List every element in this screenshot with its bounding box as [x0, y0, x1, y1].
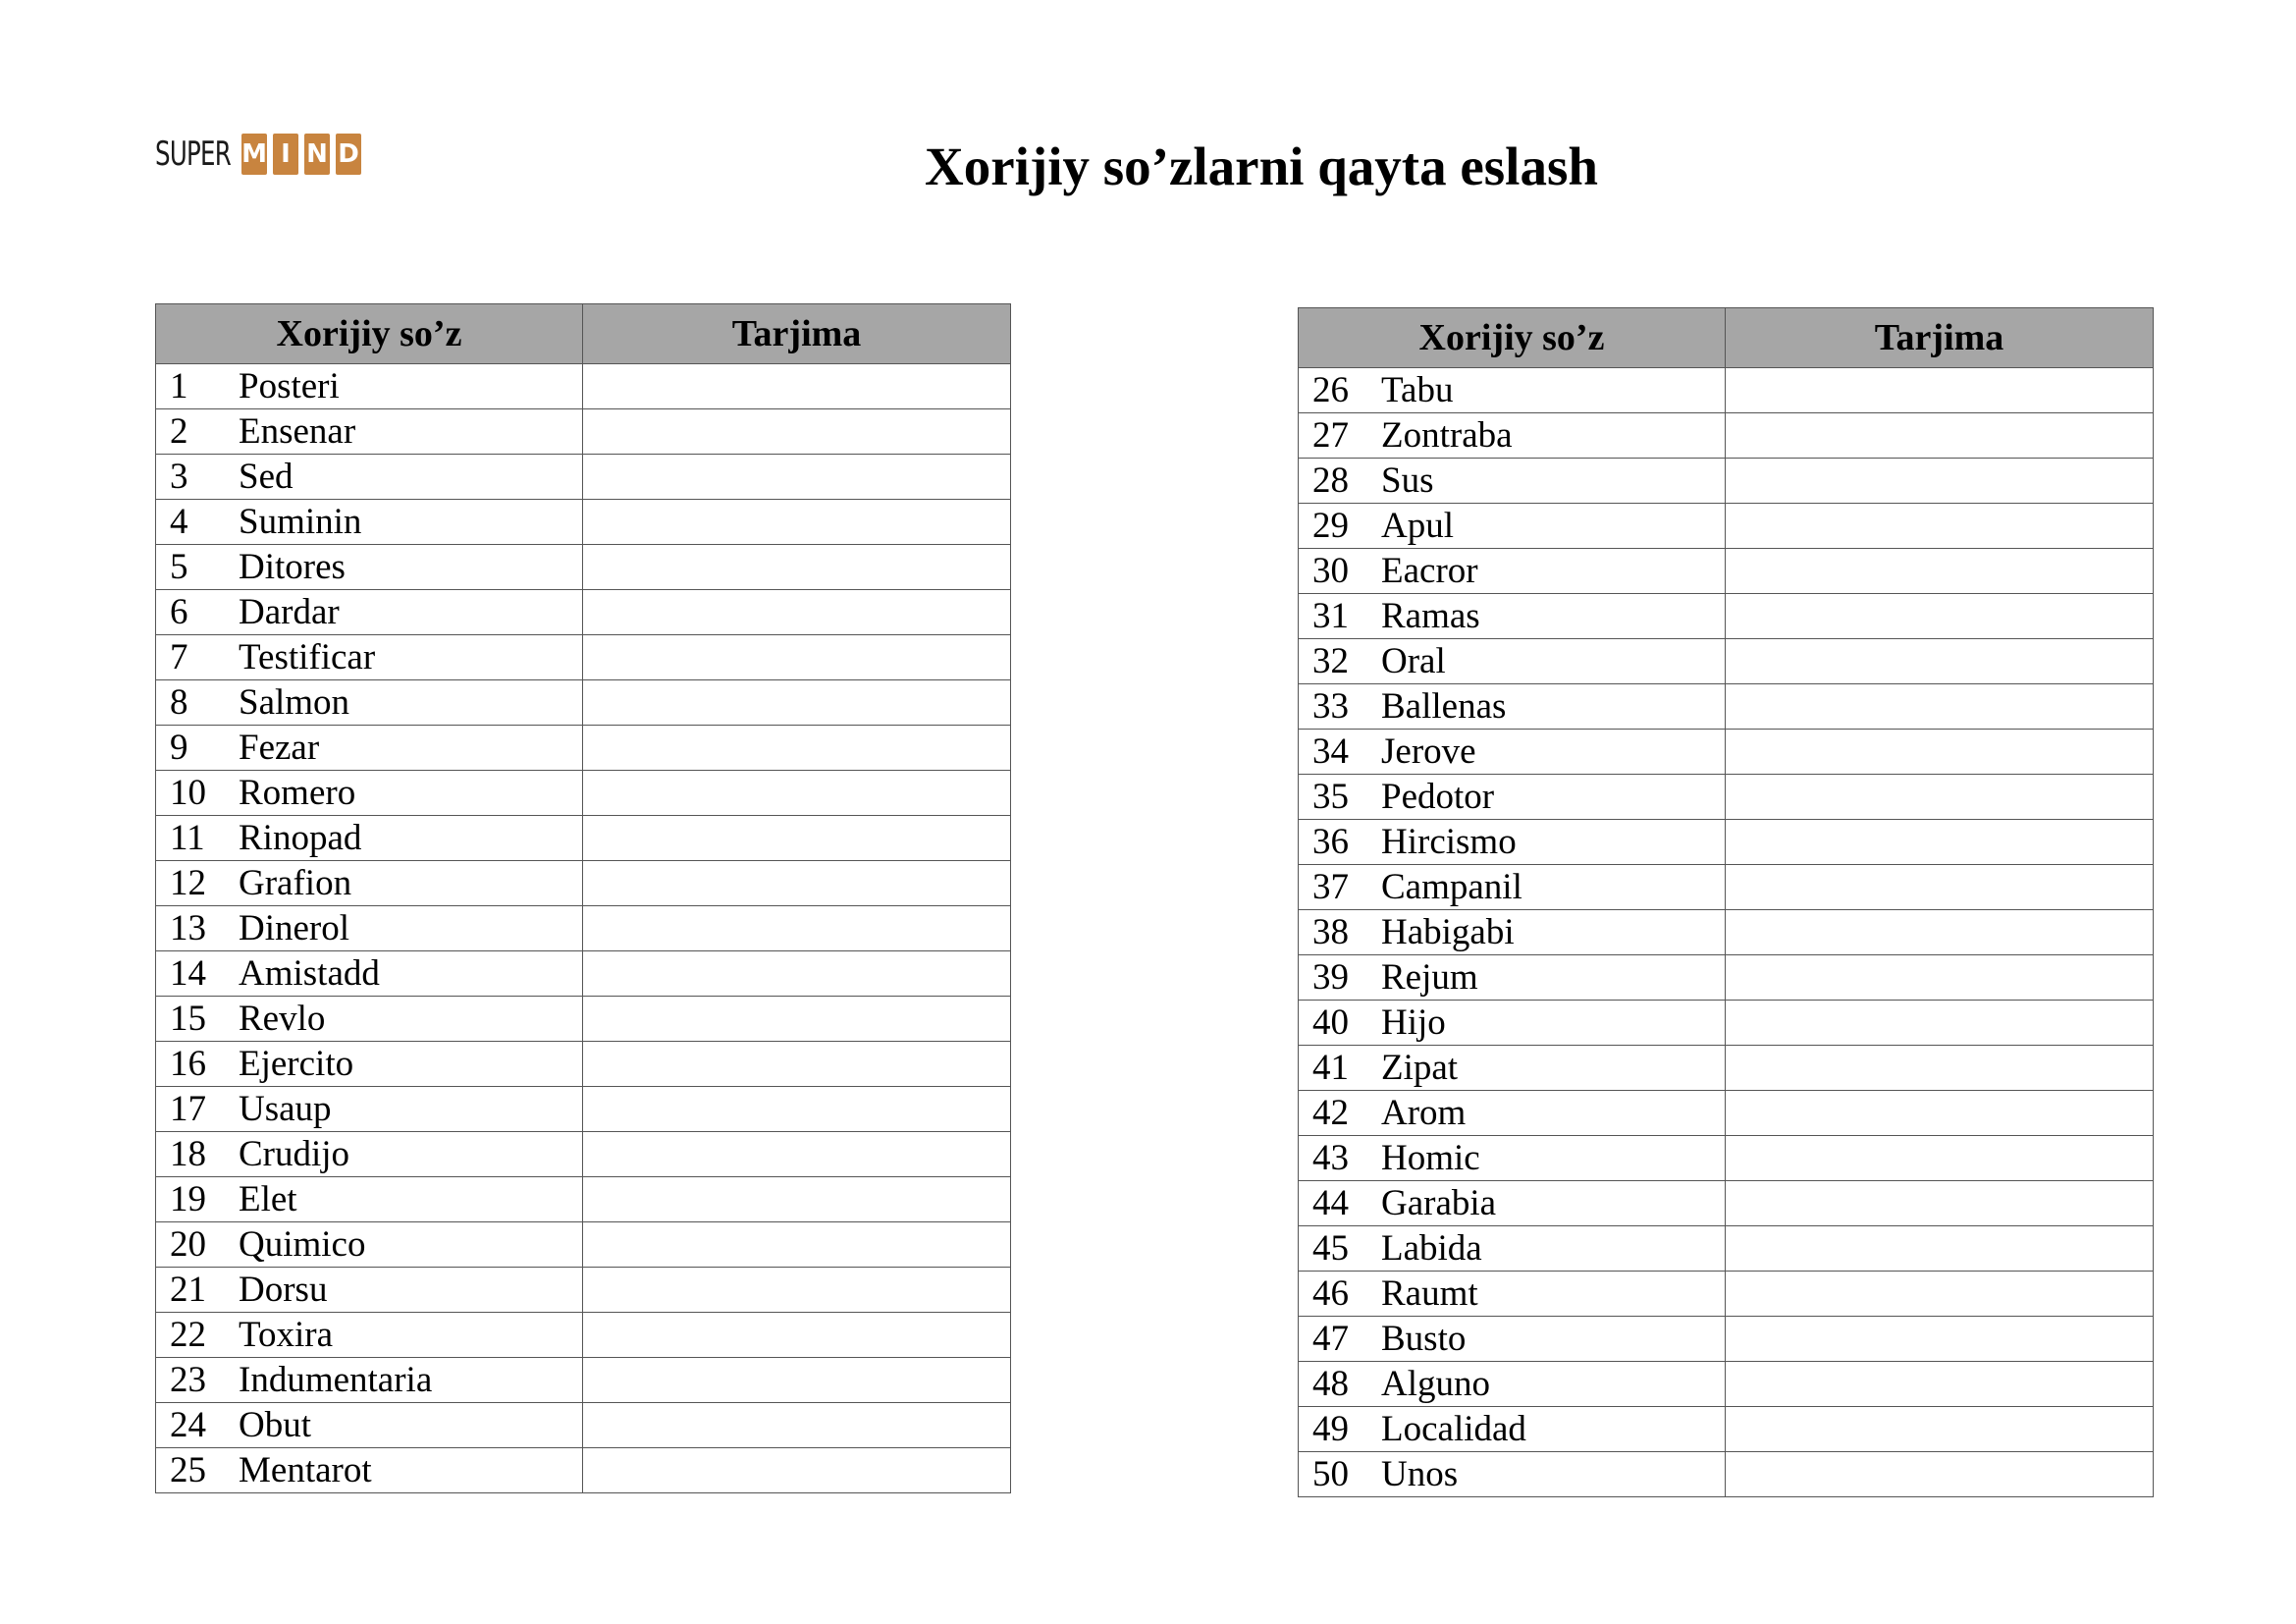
page-title: Xorijiy so’zlarni qayta eslash	[925, 136, 1598, 196]
word-cell	[1299, 594, 1726, 639]
foreign-word: Arom	[1381, 1093, 1467, 1133]
word-cell	[156, 590, 583, 635]
word-cell	[1299, 1181, 1726, 1226]
word-cell	[156, 951, 583, 997]
foreign-word: Ejercito	[239, 1044, 354, 1084]
foreign-word: Habigabi	[1381, 912, 1515, 952]
table-row	[1299, 820, 2154, 865]
table-row	[156, 861, 1011, 906]
table-row	[1299, 775, 2154, 820]
foreign-word: Campanil	[1381, 867, 1522, 907]
foreign-word: Busto	[1381, 1319, 1467, 1359]
table-row	[156, 951, 1011, 997]
word-cell	[156, 455, 583, 500]
foreign-word: Labida	[1381, 1228, 1482, 1269]
translation-cell[interactable]	[1726, 1272, 2154, 1317]
row-number: 4	[170, 502, 188, 542]
row-number: 25	[170, 1450, 206, 1490]
word-cell	[1299, 730, 1726, 775]
word-cell	[1299, 504, 1726, 549]
foreign-word: Homic	[1381, 1138, 1480, 1178]
word-cell	[1299, 549, 1726, 594]
translation-cell[interactable]	[1726, 639, 2154, 684]
word-cell	[1299, 910, 1726, 955]
translation-cell[interactable]	[1726, 594, 2154, 639]
table-row	[156, 771, 1011, 816]
foreign-word: Indumentaria	[239, 1360, 433, 1400]
table-row	[1299, 639, 2154, 684]
table-row	[156, 1403, 1011, 1448]
foreign-word: Posteri	[239, 366, 340, 406]
foreign-word: Hijo	[1381, 1002, 1446, 1043]
translation-cell[interactable]	[583, 726, 1011, 771]
word-cell	[156, 680, 583, 726]
table-row	[1299, 1091, 2154, 1136]
logo-super-text: SUPER	[155, 135, 232, 174]
foreign-word: Zontraba	[1381, 415, 1513, 456]
word-cell	[1299, 1136, 1726, 1181]
word-cell	[156, 726, 583, 771]
foreign-word: Ditores	[239, 547, 346, 587]
table-row	[156, 455, 1011, 500]
table-row	[1299, 910, 2154, 955]
translation-cell[interactable]	[1726, 1452, 2154, 1497]
header-foreign-word: Xorijiy so’z	[1299, 308, 1726, 368]
foreign-word: Raumt	[1381, 1273, 1478, 1314]
header-translation: Tarjima	[583, 304, 1011, 364]
foreign-word: Dardar	[239, 592, 340, 632]
foreign-word: Toxira	[239, 1315, 334, 1355]
row-number: 47	[1312, 1319, 1349, 1359]
row-number: 28	[1312, 460, 1349, 501]
translation-cell[interactable]	[583, 951, 1011, 997]
table-row	[156, 1268, 1011, 1313]
word-cell	[1299, 1272, 1726, 1317]
row-number: 38	[1312, 912, 1349, 952]
foreign-word: Dinerol	[239, 908, 350, 948]
table-header-row	[156, 304, 1011, 364]
translation-cell[interactable]	[583, 635, 1011, 680]
foreign-word: Ramas	[1381, 596, 1480, 636]
foreign-word: Usaup	[239, 1089, 332, 1129]
table-row	[156, 1132, 1011, 1177]
foreign-word: Rejum	[1381, 957, 1478, 998]
row-number: 6	[170, 592, 188, 632]
foreign-word: Sed	[239, 457, 294, 497]
row-number: 27	[1312, 415, 1349, 456]
table-row	[1299, 459, 2154, 504]
foreign-word: Localidad	[1381, 1409, 1526, 1449]
word-cell	[1299, 820, 1726, 865]
foreign-word: Sus	[1381, 460, 1434, 501]
row-number: 15	[170, 999, 206, 1039]
row-number: 49	[1312, 1409, 1349, 1449]
row-number: 26	[1312, 370, 1349, 410]
table-row	[156, 545, 1011, 590]
foreign-word: Salmon	[239, 682, 350, 723]
word-cell	[1299, 955, 1726, 1001]
word-cell	[156, 1177, 583, 1222]
row-number: 50	[1312, 1454, 1349, 1494]
word-cell	[1299, 1317, 1726, 1362]
translation-cell[interactable]	[583, 1132, 1011, 1177]
table-row	[1299, 413, 2154, 459]
foreign-word: Dorsu	[239, 1270, 328, 1310]
table-row	[1299, 1362, 2154, 1407]
table-row	[156, 500, 1011, 545]
row-number: 32	[1312, 641, 1349, 681]
translation-cell[interactable]	[583, 1403, 1011, 1448]
row-number: 24	[170, 1405, 206, 1445]
table-row	[156, 680, 1011, 726]
word-cell	[156, 861, 583, 906]
logo-letter: D	[336, 134, 361, 175]
word-cell	[156, 1087, 583, 1132]
row-number: 10	[170, 773, 206, 813]
row-number: 17	[170, 1089, 206, 1129]
translation-cell[interactable]	[583, 1268, 1011, 1313]
table-row	[156, 816, 1011, 861]
foreign-word: Hircismo	[1381, 822, 1517, 862]
foreign-word: Jerove	[1381, 731, 1476, 772]
table-row	[1299, 1181, 2154, 1226]
row-number: 34	[1312, 731, 1349, 772]
translation-cell[interactable]	[1726, 413, 2154, 459]
row-number: 9	[170, 728, 188, 768]
table-row	[156, 997, 1011, 1042]
word-cell	[156, 1268, 583, 1313]
row-number: 35	[1312, 777, 1349, 817]
translation-cell[interactable]	[583, 455, 1011, 500]
translation-cell[interactable]	[1726, 504, 2154, 549]
translation-cell[interactable]	[583, 1313, 1011, 1358]
foreign-word: Testificar	[239, 637, 376, 677]
translation-cell[interactable]	[583, 1042, 1011, 1087]
row-number: 19	[170, 1179, 206, 1219]
word-cell	[156, 409, 583, 455]
row-number: 22	[170, 1315, 206, 1355]
word-cell	[1299, 1091, 1726, 1136]
foreign-word: Romero	[239, 773, 356, 813]
translation-cell[interactable]	[583, 1177, 1011, 1222]
translation-cell[interactable]	[583, 500, 1011, 545]
row-number: 18	[170, 1134, 206, 1174]
row-number: 44	[1312, 1183, 1349, 1223]
row-number: 7	[170, 637, 188, 677]
foreign-word: Zipat	[1381, 1048, 1459, 1088]
foreign-word: Eacror	[1381, 551, 1478, 591]
translation-cell[interactable]	[583, 409, 1011, 455]
foreign-word: Garabia	[1381, 1183, 1497, 1223]
foreign-word: Oral	[1381, 641, 1446, 681]
table-row	[156, 364, 1011, 409]
word-cell	[156, 1313, 583, 1358]
translation-cell[interactable]	[1726, 1091, 2154, 1136]
translation-cell[interactable]	[1726, 865, 2154, 910]
word-cell	[1299, 639, 1726, 684]
translation-cell[interactable]	[583, 997, 1011, 1042]
row-number: 33	[1312, 686, 1349, 727]
translation-cell[interactable]	[1726, 459, 2154, 504]
row-number: 23	[170, 1360, 206, 1400]
row-number: 43	[1312, 1138, 1349, 1178]
translation-cell[interactable]	[583, 1448, 1011, 1493]
word-cell	[156, 1132, 583, 1177]
table-row	[1299, 1226, 2154, 1272]
row-number: 30	[1312, 551, 1349, 591]
logo-letter: I	[273, 134, 298, 175]
word-cell	[1299, 775, 1726, 820]
word-cell	[156, 906, 583, 951]
word-cell	[156, 364, 583, 409]
table-row	[1299, 730, 2154, 775]
table-row	[1299, 684, 2154, 730]
translation-cell[interactable]	[1726, 1317, 2154, 1362]
table-row	[156, 590, 1011, 635]
foreign-word: Revlo	[239, 999, 326, 1039]
word-cell	[156, 1222, 583, 1268]
row-number: 39	[1312, 957, 1349, 998]
row-number: 29	[1312, 506, 1349, 546]
header-translation: Tarjima	[1726, 308, 2154, 368]
table-row	[1299, 955, 2154, 1001]
foreign-word: Obut	[239, 1405, 311, 1445]
table-row	[1299, 1452, 2154, 1497]
word-table-left	[155, 303, 1011, 1493]
translation-cell[interactable]	[583, 680, 1011, 726]
foreign-word: Pedotor	[1381, 777, 1495, 817]
row-number: 13	[170, 908, 206, 948]
foreign-word: Rinopad	[239, 818, 362, 858]
row-number: 31	[1312, 596, 1349, 636]
table-row	[1299, 594, 2154, 639]
word-cell	[156, 635, 583, 680]
foreign-word: Tabu	[1381, 370, 1454, 410]
table-row	[156, 1222, 1011, 1268]
table-row	[1299, 865, 2154, 910]
translation-cell[interactable]	[583, 545, 1011, 590]
row-number: 2	[170, 411, 188, 452]
table-row	[156, 726, 1011, 771]
table-row	[156, 635, 1011, 680]
word-cell	[156, 500, 583, 545]
foreign-word: Grafion	[239, 863, 352, 903]
foreign-word: Quimico	[239, 1224, 366, 1265]
row-number: 5	[170, 547, 188, 587]
foreign-word: Crudijo	[239, 1134, 350, 1174]
row-number: 20	[170, 1224, 206, 1265]
word-cell	[1299, 1001, 1726, 1046]
translation-cell[interactable]	[1726, 368, 2154, 413]
foreign-word: Ballenas	[1381, 686, 1507, 727]
row-number: 11	[170, 818, 205, 858]
translation-cell[interactable]	[1726, 910, 2154, 955]
row-number: 42	[1312, 1093, 1349, 1133]
table-row	[156, 1313, 1011, 1358]
translation-cell[interactable]	[1726, 1046, 2154, 1091]
table-row	[1299, 504, 2154, 549]
logo-letter: M	[241, 134, 267, 175]
translation-cell[interactable]	[583, 771, 1011, 816]
word-cell	[156, 545, 583, 590]
row-number: 12	[170, 863, 206, 903]
translation-cell[interactable]	[1726, 1001, 2154, 1046]
table-row	[156, 1358, 1011, 1403]
table-row	[156, 1448, 1011, 1493]
table-row	[1299, 1272, 2154, 1317]
row-number: 14	[170, 953, 206, 994]
table-row	[156, 1042, 1011, 1087]
table-row	[1299, 1001, 2154, 1046]
table-row	[1299, 1407, 2154, 1452]
table-row	[156, 906, 1011, 951]
translation-cell[interactable]	[1726, 820, 2154, 865]
word-cell	[1299, 1407, 1726, 1452]
word-cell	[156, 771, 583, 816]
translation-cell[interactable]	[1726, 549, 2154, 594]
row-number: 40	[1312, 1002, 1349, 1043]
table-row	[1299, 549, 2154, 594]
foreign-word: Elet	[239, 1179, 297, 1219]
row-number: 21	[170, 1270, 206, 1310]
translation-cell[interactable]	[583, 1358, 1011, 1403]
word-cell	[1299, 1226, 1726, 1272]
word-cell	[156, 997, 583, 1042]
row-number: 3	[170, 457, 188, 497]
row-number: 45	[1312, 1228, 1349, 1269]
word-cell	[1299, 865, 1726, 910]
translation-cell[interactable]	[583, 590, 1011, 635]
translation-cell[interactable]	[1726, 1407, 2154, 1452]
foreign-word: Unos	[1381, 1454, 1459, 1494]
word-table-right	[1298, 307, 2154, 1497]
translation-cell[interactable]	[1726, 1226, 2154, 1272]
row-number: 41	[1312, 1048, 1349, 1088]
translation-cell[interactable]	[583, 861, 1011, 906]
word-cell	[156, 1042, 583, 1087]
word-cell	[1299, 1362, 1726, 1407]
table-row	[156, 409, 1011, 455]
table-header-row	[1299, 308, 2154, 368]
translation-cell[interactable]	[1726, 1362, 2154, 1407]
word-cell	[156, 816, 583, 861]
row-number: 1	[170, 366, 188, 406]
translation-cell[interactable]	[1726, 775, 2154, 820]
foreign-word: Suminin	[239, 502, 362, 542]
row-number: 8	[170, 682, 188, 723]
table-row	[156, 1087, 1011, 1132]
foreign-word: Amistadd	[239, 953, 380, 994]
word-cell	[156, 1358, 583, 1403]
word-cell	[1299, 1452, 1726, 1497]
row-number: 36	[1312, 822, 1349, 862]
row-number: 16	[170, 1044, 206, 1084]
table-row	[1299, 1317, 2154, 1362]
row-number: 37	[1312, 867, 1349, 907]
translation-cell[interactable]	[583, 1087, 1011, 1132]
table-row	[156, 1177, 1011, 1222]
table-row	[1299, 1046, 2154, 1091]
table-row	[1299, 1136, 2154, 1181]
foreign-word: Apul	[1381, 506, 1454, 546]
word-cell	[156, 1403, 583, 1448]
foreign-word: Ensenar	[239, 411, 356, 452]
foreign-word: Mentarot	[239, 1450, 372, 1490]
translation-cell[interactable]	[1726, 955, 2154, 1001]
translation-cell[interactable]	[1726, 1136, 2154, 1181]
translation-cell[interactable]	[583, 906, 1011, 951]
translation-cell[interactable]	[583, 364, 1011, 409]
word-cell	[1299, 413, 1726, 459]
row-number: 48	[1312, 1364, 1349, 1404]
word-cell	[1299, 684, 1726, 730]
translation-cell[interactable]	[583, 1222, 1011, 1268]
foreign-word: Alguno	[1381, 1364, 1490, 1404]
translation-cell[interactable]	[1726, 684, 2154, 730]
row-number: 46	[1312, 1273, 1349, 1314]
header-foreign-word: Xorijiy so’z	[156, 304, 583, 364]
word-cell	[1299, 368, 1726, 413]
logo-letter: N	[304, 134, 330, 175]
foreign-word: Fezar	[239, 728, 320, 768]
word-cell	[1299, 459, 1726, 504]
table-row	[1299, 368, 2154, 413]
word-cell	[156, 1448, 583, 1493]
word-cell	[1299, 1046, 1726, 1091]
translation-cell[interactable]	[583, 816, 1011, 861]
translation-cell[interactable]	[1726, 730, 2154, 775]
translation-cell[interactable]	[1726, 1181, 2154, 1226]
